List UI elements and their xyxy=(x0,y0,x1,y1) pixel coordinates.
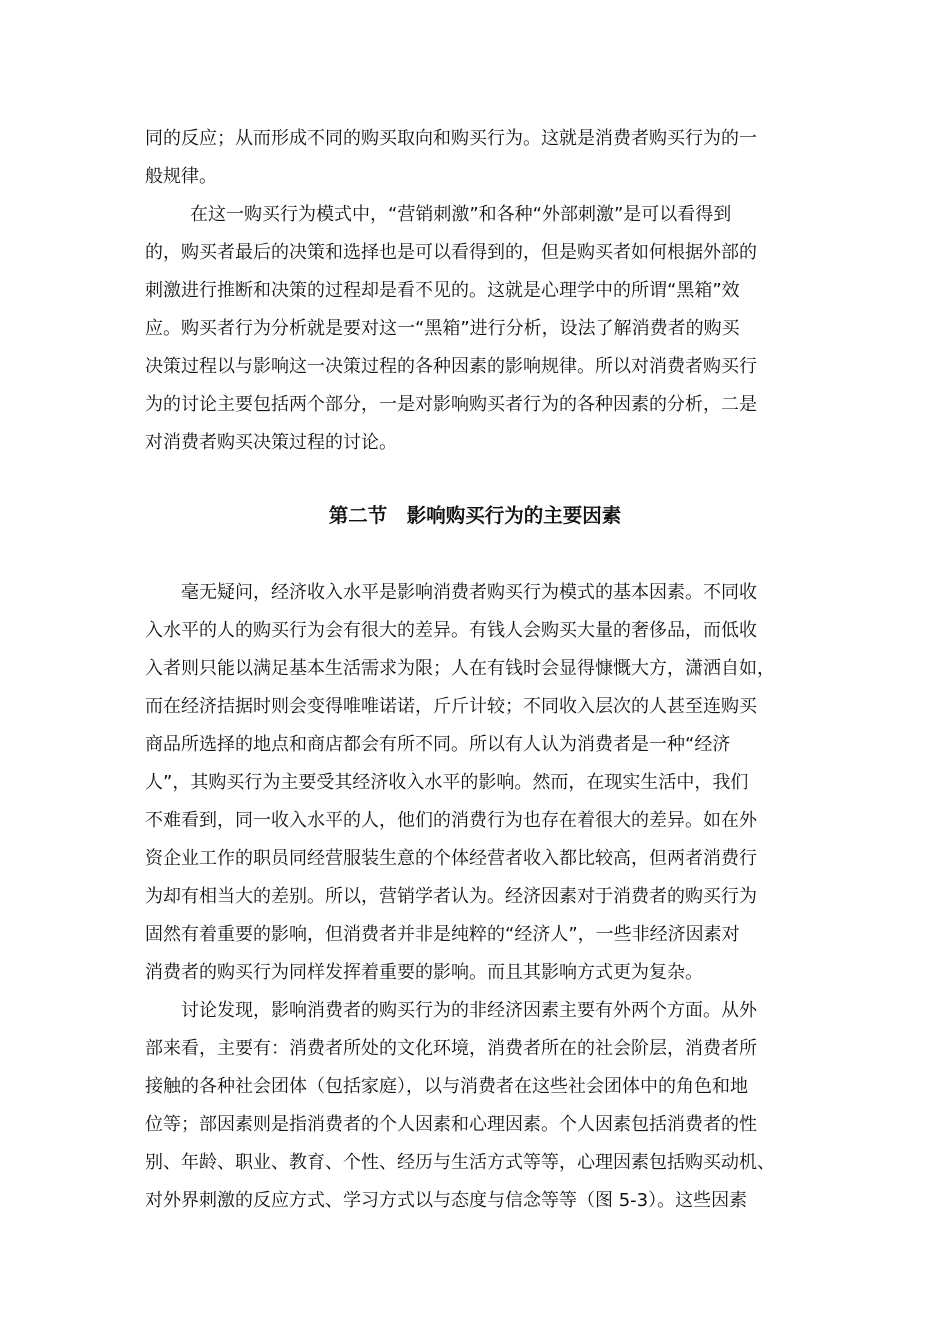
text-line: 商品所选择的地点和商店都会有所不同。所以有人认为消费者是一种“经济 xyxy=(145,734,731,755)
text-line: 般规律。 xyxy=(145,166,217,187)
text-line: 入者则只能以满足基本生活需求为限；人在有钱时会显得慷慨大方，潇洒自如， xyxy=(145,658,775,679)
text-line: 的，购买者最后的决策和选择也是可以看得到的，但是购买者如何根据外部的 xyxy=(145,242,757,263)
text-line: 不难看到，同一收入水平的人，他们的消费行为也存在着很大的差异。如在外 xyxy=(145,810,757,831)
text-line: 位等；部因素则是指消费者的个人因素和心理因素。个人因素包括消费者的性 xyxy=(145,1114,757,1135)
text-line: 应。购买者行为分析就是要对这一“黑箱”进行分析，设法了解消费者的购买 xyxy=(145,318,740,339)
text-line: 为却有相当大的差别。所以，营销学者认为。经济因素对于消费者的购买行为 xyxy=(145,886,757,907)
text-line: 资企业工作的职员同经营服装生意的个体经营者收入都比较高，但两者消费行 xyxy=(145,848,757,869)
text-line: 固然有着重要的影响，但消费者并非是纯粹的“经济人”，一些非经济因素对 xyxy=(145,924,740,945)
text-line: 同的反应；从而形成不同的购买取向和购买行为。这就是消费者购买行为的一 xyxy=(145,128,757,149)
text-line: 消费者的购买行为同样发挥着重要的影响。而且其影响方式更为复杂。 xyxy=(145,962,703,983)
text-line: 对外界刺激的反应方式、学习方式以与态度与信念等等（图 5-3）。这些因素 xyxy=(145,1190,748,1211)
text-line: 决策过程以与影响这一决策过程的各种因素的影响规律。所以对消费者购买行 xyxy=(145,356,757,377)
text-line: 部来看，主要有：消费者所处的文化环境，消费者所在的社会阶层，消费者所 xyxy=(145,1038,757,1059)
text-line: 讨论发现，影响消费者的购买行为的非经济因素主要有外两个方面。从外 xyxy=(181,1000,757,1021)
text-line: 对消费者购买决策过程的讨论。 xyxy=(145,432,397,453)
text-line: 接触的各种社会团体（包括家庭），以与消费者在这些社会团体中的角色和地 xyxy=(145,1076,748,1097)
section-heading: 第二节 影响购买行为的主要因素 xyxy=(328,504,622,527)
text-line: 刺激进行推断和决策的过程却是看不见的。这就是心理学中的所谓“黑箱”效 xyxy=(145,280,740,301)
text-line: 入水平的人的购买行为会有很大的差异。有钱人会购买大量的奢侈品，而低收 xyxy=(145,620,757,641)
text-line: 人”，其购买行为主要受其经济收入水平的影响。然而，在现实生活中，我们 xyxy=(145,772,749,793)
text-line: 别、年龄、职业、教育、个性、经历与生活方式等等，心理因素包括购买动机、 xyxy=(145,1152,775,1173)
text-line: 毫无疑问，经济收入水平是影响消费者购买行为模式的基本因素。不同收 xyxy=(181,582,757,603)
text-line: 而在经济拮据时则会变得唯唯诺诺，斤斤计较；不同收入层次的人甚至连购买 xyxy=(145,696,757,717)
text-line: 为的讨论主要包括两个部分，一是对影响购买者行为的各种因素的分析，二是 xyxy=(145,394,757,415)
text-line: 在这一购买行为模式中，“营销刺激”和各种“外部刺激”是可以看得到 xyxy=(172,204,732,225)
